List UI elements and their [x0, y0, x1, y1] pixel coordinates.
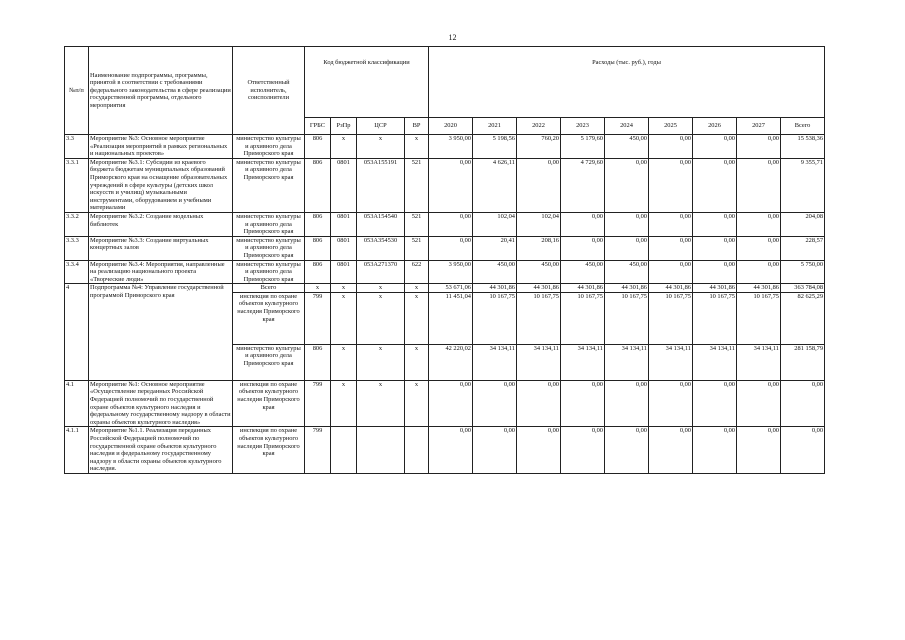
cell-grbs: 806: [305, 236, 331, 260]
cell-csr: 053A154540: [357, 212, 405, 236]
row-executor: министерство культуры и архивного дела Приморского края: [233, 135, 305, 159]
cell-value: 0,00: [429, 236, 473, 260]
cell-value: 0,00: [693, 260, 737, 284]
cell-value: 208,16: [517, 236, 561, 260]
cell-total: 82 625,29: [781, 292, 825, 344]
col-year-header: 2024: [605, 118, 649, 135]
cell-total: 0,00: [781, 427, 825, 474]
col-rzpr-header: РзПр: [331, 118, 357, 135]
cell-value: 0,00: [737, 212, 781, 236]
row-num: 3.3.2: [65, 212, 89, 236]
cell-value: 0,00: [649, 380, 693, 427]
cell-csr: x: [357, 135, 405, 159]
cell-value: 0,00: [561, 380, 605, 427]
cell-value: 10 167,75: [737, 292, 781, 344]
row-name: Мероприятие №3.2: Создание модельных библиотек: [89, 212, 233, 236]
col-total-header: Всего: [781, 118, 825, 135]
col-name-header: Наименование подпрограммы, программы, принятой в соответствии с требованиями федерального законодательства в сфере реализации государственной программы, отдельного мероприятия: [89, 47, 233, 135]
row-num: 4.1: [65, 380, 89, 427]
cell-vr: x: [405, 380, 429, 427]
table-row: [65, 380, 825, 427]
cell-value: 0,00: [737, 135, 781, 159]
row-executor: министерство культуры и архивного дела Приморского края: [233, 212, 305, 236]
col-year-header: 2027: [737, 118, 781, 135]
row-name: Мероприятие №3.1: Субсидии из краевого бюджета бюджетам муниципальных образований Приморского края на оснащение образовательных учреждений в сфере культуры (детских школ искусств и училищ) музыкальными инструментами, оборудованием и учебными материалами: [89, 158, 233, 212]
cell-value: 10 167,75: [517, 292, 561, 344]
cell-value: 450,00: [561, 260, 605, 284]
cell-rzpr: 0801: [331, 260, 357, 284]
row-executor: Всего: [233, 284, 305, 293]
cell-value: 0,00: [693, 380, 737, 427]
col-year-header: 2026: [693, 118, 737, 135]
cell-value: 0,00: [517, 158, 561, 212]
cell-value: 3 950,00: [429, 135, 473, 159]
cell-value: 34 134,11: [561, 344, 605, 380]
cell-total: 5 750,00: [781, 260, 825, 284]
cell-value: 0,00: [429, 212, 473, 236]
row-name: Мероприятие №1.1. Реализация переданных Российской Федерацией полномочий по государственной охране объектов культурного наследия и федеральному государственному надзору в области охраны объектов культурного наследия.: [89, 427, 233, 474]
cell-grbs: 806: [305, 158, 331, 212]
cell-vr: 521: [405, 212, 429, 236]
col-year-header: 2025: [649, 118, 693, 135]
cell-value: 10 167,75: [649, 292, 693, 344]
cell-value: 450,00: [605, 260, 649, 284]
cell-value: 0,00: [693, 427, 737, 474]
budget-table: [64, 46, 825, 474]
cell-value: 0,00: [561, 427, 605, 474]
cell-vr: x: [405, 135, 429, 159]
cell-value: 0,00: [737, 158, 781, 212]
cell-rzpr: 0801: [331, 158, 357, 212]
cell-value: 34 134,11: [649, 344, 693, 380]
col-year-header: 2022: [517, 118, 561, 135]
cell-rzpr: x: [331, 380, 357, 427]
cell-value: 4 729,60: [561, 158, 605, 212]
cell-value: 0,00: [649, 260, 693, 284]
cell-vr: x: [405, 292, 429, 344]
cell-vr: 521: [405, 158, 429, 212]
cell-value: 0,00: [693, 236, 737, 260]
cell-value: 4 626,11: [473, 158, 517, 212]
cell-csr: x: [357, 284, 405, 293]
cell-value: 0,00: [737, 260, 781, 284]
row-num: 4.1.1: [65, 427, 89, 474]
header-row: [65, 47, 825, 118]
cell-value: 5 179,60: [561, 135, 605, 159]
cell-value: 53 671,06: [429, 284, 473, 293]
cell-value: 450,00: [605, 135, 649, 159]
row-num: 4: [65, 284, 89, 381]
cell-value: 0,00: [605, 236, 649, 260]
cell-value: 34 134,11: [737, 344, 781, 380]
cell-value: 0,00: [649, 212, 693, 236]
row-name: Подпрограмма №4: Управление государственной программой Приморского края: [89, 284, 233, 381]
cell-value: 0,00: [737, 380, 781, 427]
code-group-header: Код бюджетной классификации: [305, 47, 429, 118]
page-number: 12: [448, 33, 457, 42]
cell-vr: x: [405, 284, 429, 293]
cell-grbs: 799: [305, 380, 331, 427]
cell-value: 0,00: [737, 427, 781, 474]
cell-csr: x: [357, 292, 405, 344]
col-csr-header: ЦСР: [357, 118, 405, 135]
cell-value: 5 198,56: [473, 135, 517, 159]
row-name: Мероприятие №1: Основное мероприятие «Осуществление переданных Российской Федерацией полномочий по государственной охране объектов культурного наследия и федеральному государственному надзору в области охраны объектов культурного наследия»: [90, 380, 231, 426]
cell-value: 3 950,00: [429, 260, 473, 284]
table-row: [65, 212, 825, 236]
cell-value: 0,00: [737, 236, 781, 260]
col-executor-header: Ответственный исполнитель, соисполнители: [233, 47, 305, 135]
cell-value: 0,00: [429, 158, 473, 212]
row-name: Мероприятие №3.4: Мероприятия, направленные на реализацию национального проекта «Творческие люди»: [89, 260, 233, 284]
cell-total: 0,00: [781, 380, 825, 427]
cell-grbs: 806: [305, 135, 331, 159]
col-year-header: 2021: [473, 118, 517, 135]
cell-value: 0,00: [649, 427, 693, 474]
row-name: Мероприятие №3: Основное мероприятие «Реализация мероприятий в рамках региональных и национальных проектов»: [89, 135, 233, 159]
cell-value: 44 301,86: [517, 284, 561, 293]
cell-value: 0,00: [605, 212, 649, 236]
col-year-header: 2020: [429, 118, 473, 135]
cell-rzpr: [331, 427, 357, 474]
row-executor: министерство культуры и архивного дела Приморского края: [233, 344, 305, 380]
cell-csr: 053A271370: [357, 260, 405, 284]
row-executor: министерство культуры и архивного дела Приморского края: [233, 260, 305, 284]
cell-value: 0,00: [473, 380, 517, 427]
cell-total: 281 158,79: [781, 344, 825, 380]
table-row: [65, 260, 825, 284]
row-num: 3.3.4: [65, 260, 89, 284]
cell-rzpr: x: [331, 135, 357, 159]
col-grbs-header: ГРБС: [305, 118, 331, 135]
col-vr-header: ВР: [405, 118, 429, 135]
cell-value: 760,20: [517, 135, 561, 159]
expenses-group-header: Расходы (тыс. руб.), годы: [429, 47, 825, 118]
cell-csr: 053A354530: [357, 236, 405, 260]
cell-value: 11 451,04: [429, 292, 473, 344]
col-num-header: №п/п: [65, 47, 89, 135]
table-row: [65, 236, 825, 260]
row-num: 3.3.3: [65, 236, 89, 260]
table-row: [65, 158, 825, 212]
cell-value: 42 220,02: [429, 344, 473, 380]
cell-grbs: 806: [305, 344, 331, 380]
cell-value: 20,41: [473, 236, 517, 260]
cell-grbs: 799: [305, 427, 331, 474]
cell-value: 34 134,11: [693, 344, 737, 380]
cell-value: 0,00: [561, 236, 605, 260]
cell-value: 0,00: [605, 427, 649, 474]
col-year-header: 2023: [561, 118, 605, 135]
cell-value: 450,00: [473, 260, 517, 284]
cell-csr: x: [357, 344, 405, 380]
cell-rzpr: 0801: [331, 236, 357, 260]
cell-vr: x: [405, 344, 429, 380]
cell-value: 450,00: [517, 260, 561, 284]
cell-rzpr: x: [331, 284, 357, 293]
cell-value: 0,00: [649, 135, 693, 159]
cell-grbs: 799: [305, 292, 331, 344]
cell-value: 10 167,75: [561, 292, 605, 344]
cell-value: 102,04: [473, 212, 517, 236]
cell-value: 34 134,11: [473, 344, 517, 380]
table-row: [65, 135, 825, 159]
cell-value: 0,00: [693, 212, 737, 236]
cell-total: 363 784,08: [781, 284, 825, 293]
cell-value: 34 134,11: [605, 344, 649, 380]
cell-value: 0,00: [693, 135, 737, 159]
row-executor: инспекция по охране объектов культурного наследия Приморского края: [233, 292, 305, 344]
cell-value: 10 167,75: [473, 292, 517, 344]
cell-grbs: 806: [305, 260, 331, 284]
cell-value: 44 301,86: [473, 284, 517, 293]
cell-value: 0,00: [649, 236, 693, 260]
cell-value: 44 301,86: [605, 284, 649, 293]
row-name: Мероприятие №3.3: Создание виртуальных концертных залов: [89, 236, 233, 260]
cell-total: 204,08: [781, 212, 825, 236]
cell-value: 0,00: [429, 427, 473, 474]
row-executor: министерство культуры и архивного дела Приморского края: [233, 158, 305, 212]
cell-vr: 622: [405, 260, 429, 284]
cell-value: 10 167,75: [605, 292, 649, 344]
row-executor: инспекция по охране объектов культурного наследия Приморского края: [233, 380, 305, 427]
cell-value: 0,00: [561, 212, 605, 236]
cell-value: 44 301,86: [649, 284, 693, 293]
cell-value: 0,00: [517, 380, 561, 427]
cell-grbs: 806: [305, 212, 331, 236]
cell-total: 15 538,36: [781, 135, 825, 159]
cell-value: 0,00: [517, 427, 561, 474]
cell-rzpr: x: [331, 292, 357, 344]
cell-value: 34 134,11: [517, 344, 561, 380]
cell-csr: [357, 427, 405, 474]
cell-value: 102,04: [517, 212, 561, 236]
cell-rzpr: 0801: [331, 212, 357, 236]
cell-grbs: x: [305, 284, 331, 293]
cell-vr: [405, 427, 429, 474]
cell-total: 228,57: [781, 236, 825, 260]
cell-value: 44 301,86: [737, 284, 781, 293]
cell-vr: 521: [405, 236, 429, 260]
row-executor: министерство культуры и архивного дела Приморского края: [233, 236, 305, 260]
cell-value: 0,00: [649, 158, 693, 212]
row-num: 3.3: [65, 135, 89, 159]
cell-value: 44 301,86: [561, 284, 605, 293]
row-num: 3.3.1: [65, 158, 89, 212]
cell-rzpr: x: [331, 344, 357, 380]
cell-csr: 053A155191: [357, 158, 405, 212]
cell-total: 9 355,71: [781, 158, 825, 212]
cell-value: 10 167,75: [693, 292, 737, 344]
cell-value: 0,00: [693, 158, 737, 212]
cell-value: 0,00: [473, 427, 517, 474]
cell-value: 0,00: [605, 158, 649, 212]
cell-value: 0,00: [429, 380, 473, 427]
row-executor: инспекция по охране объектов культурного наследия Приморского края: [233, 427, 305, 474]
table-row: [65, 427, 825, 474]
cell-csr: x: [357, 380, 405, 427]
cell-value: 44 301,86: [693, 284, 737, 293]
table-row: [65, 284, 825, 293]
cell-value: 0,00: [605, 380, 649, 427]
